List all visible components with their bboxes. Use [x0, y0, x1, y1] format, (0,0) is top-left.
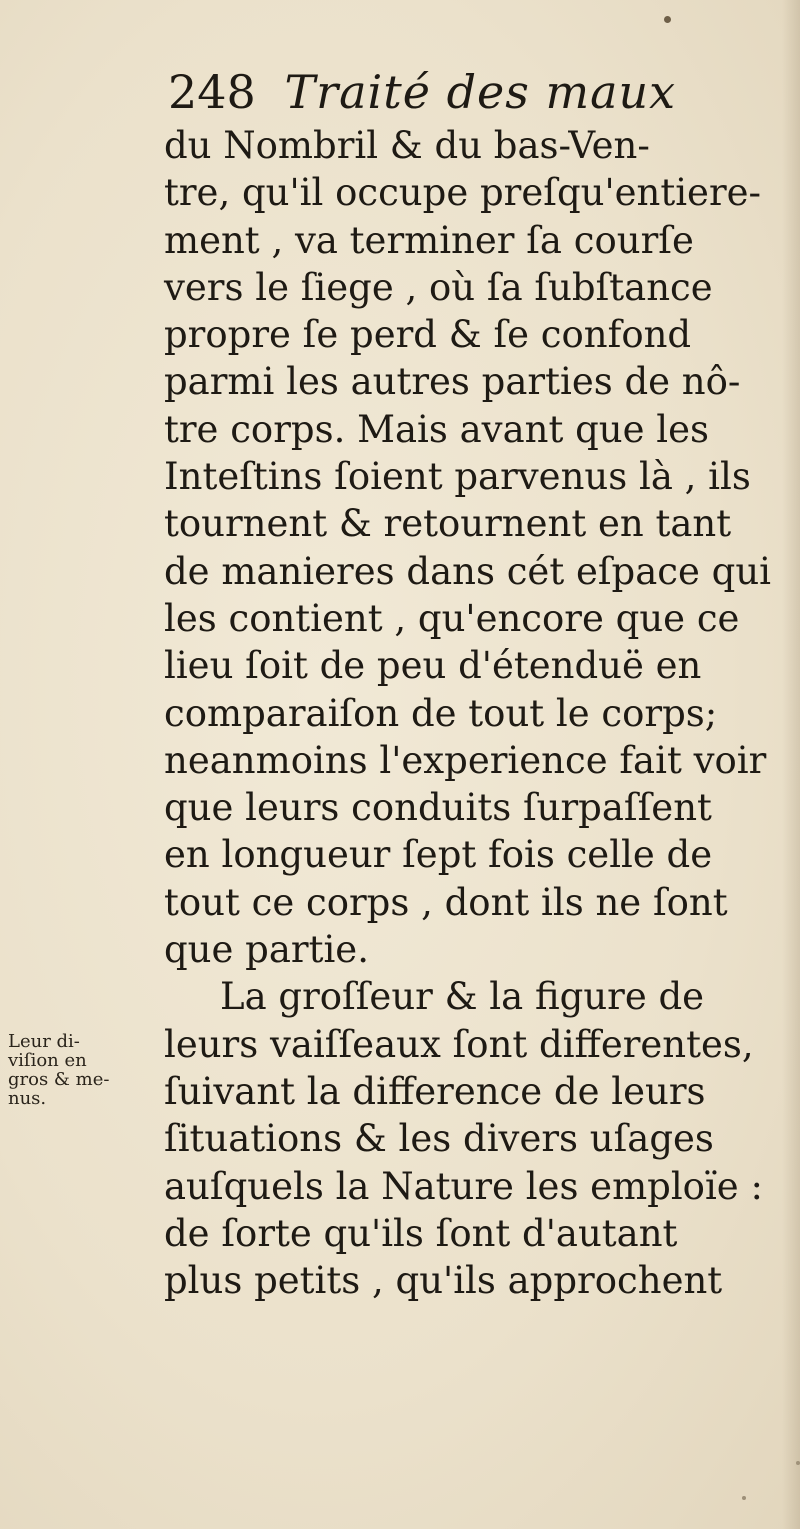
text-line: les contient , qu'encore que ce	[164, 596, 740, 640]
text-line: comparaiſon de tout le corps;	[164, 691, 718, 735]
text-line: tre corps. Mais avant que les	[164, 407, 709, 451]
text-line: en longueur ſept fois celle de	[164, 833, 713, 877]
text-line: vers le ſiege , où ſa ſubſtance	[164, 265, 713, 309]
text-line: Inteſtins ſoient parvenus là , ils	[164, 455, 751, 499]
page-edge-shadow	[782, 0, 800, 1529]
text-line: plus petits , qu'ils approchent	[164, 1259, 723, 1303]
margin-note-line: gros & me-	[8, 1069, 110, 1090]
paper-speck	[796, 1461, 800, 1465]
text-line: ſuivant la difference de leurs	[164, 1069, 706, 1113]
page-number: 248	[168, 65, 256, 119]
text-line: que partie.	[164, 928, 369, 972]
paper-speck	[742, 1496, 746, 1500]
margin-note	[8, 1032, 158, 1108]
text-line: auſquels la Nature les emploïe :	[164, 1164, 763, 1208]
text-line: que leurs conduits ſurpaſſent	[164, 786, 712, 830]
text-line: du Nombril & du bas-Ven-	[164, 124, 650, 167]
paragraph-start-line: La groſſeur & la figure de	[220, 975, 705, 1019]
text-line: ſituations & les divers uſages	[164, 1117, 714, 1161]
margin-note-line: nus.	[8, 1088, 47, 1109]
text-line: tout ce corps , dont ils ne ſont	[164, 880, 728, 924]
text-line: propre ſe perd & ſe confond	[164, 313, 692, 357]
text-line: lieu ſoit de peu d'étenduë en	[164, 644, 702, 688]
body-text	[164, 122, 774, 1304]
paper-speck	[664, 16, 671, 23]
text-line: parmi les autres parties de nô-	[164, 360, 741, 404]
text-line: neanmoins l'experience fait voir	[164, 738, 767, 782]
text-line: ment , va terminer ſa courſe	[164, 218, 694, 262]
text-line: de manieres dans cét eſpace qui	[164, 549, 772, 593]
page-header	[168, 62, 728, 122]
margin-note-line: Leur di-	[8, 1031, 80, 1052]
margin-note-line: viſion en	[8, 1050, 87, 1071]
text-line: leurs vaiſſeaux ſont differentes,	[164, 1022, 754, 1066]
running-title: Traité des maux	[284, 65, 677, 119]
text-line: de ſorte qu'ils ſont d'autant	[164, 1211, 678, 1255]
text-line: tournent & retournent en tant	[164, 502, 732, 546]
text-line: tre, qu'il occupe preſqu'entiere-	[164, 171, 762, 215]
